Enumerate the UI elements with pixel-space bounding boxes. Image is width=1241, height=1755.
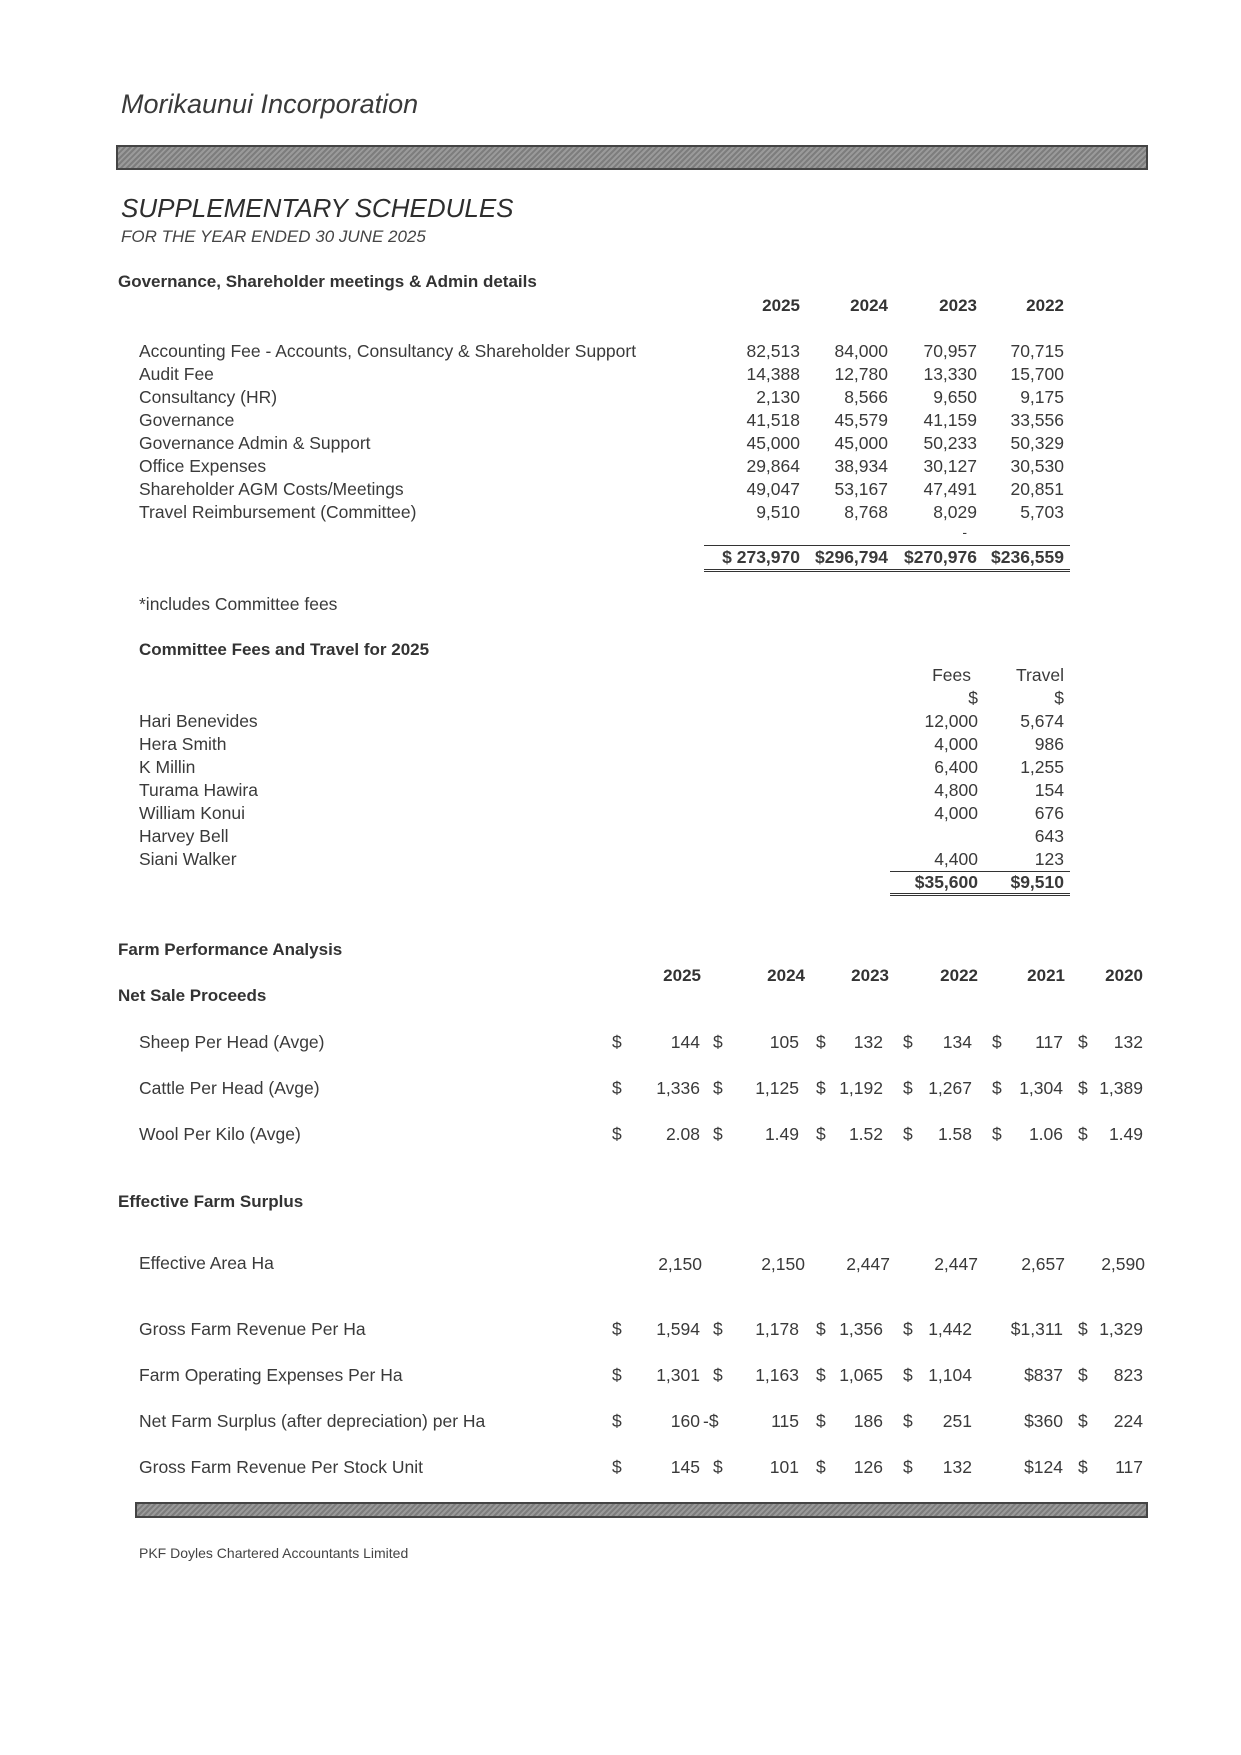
effective-area-value: 2,657 [1021, 1254, 1065, 1274]
gov-year-header: 2025 [762, 296, 800, 315]
surplus-row-currency: $ [713, 1319, 723, 1339]
farm-year-header: 2023 [851, 966, 889, 985]
surplus-row-value: 160 [670, 1411, 700, 1431]
gov-row-value: 30,127 [923, 456, 977, 476]
gov-row-label: Governance Admin & Support [139, 433, 371, 453]
surplus-row-currency: $ [1078, 1411, 1088, 1431]
net-sale-row-label: Sheep Per Head (Avge) [139, 1032, 325, 1052]
gov-row-value: 70,715 [1010, 341, 1064, 361]
net-sale-heading: Net Sale Proceeds [118, 986, 267, 1005]
net-sale-row-value: 1.52 [848, 1124, 883, 1144]
net-sale-row-currency: $ [1078, 1124, 1088, 1144]
committee-member-name: Turama Hawira [139, 780, 258, 800]
gov-row-value: 5,703 [1020, 502, 1064, 522]
surplus-row-value: 823 [1113, 1365, 1143, 1385]
gov-row-label: Accounting Fee - Accounts, Consultancy & Shareholder Support [139, 341, 637, 361]
page-subtitle: FOR THE YEAR ENDED 30 JUNE 2025 [121, 227, 426, 246]
gov-row-value: 8,768 [844, 502, 888, 522]
net-sale-row-value: 1,192 [839, 1078, 883, 1098]
gov-row-value: 12,780 [834, 364, 888, 384]
net-sale-row-currency: $ [992, 1032, 1002, 1052]
gov-row-label: Governance [139, 410, 235, 430]
committee-fees-value: 4,400 [934, 849, 978, 869]
surplus-row-currency: $ [713, 1457, 723, 1477]
gov-row-value: 70,957 [923, 341, 977, 361]
farm-heading: Farm Performance Analysis [118, 940, 343, 959]
surplus-row-value: $837 [1024, 1365, 1063, 1385]
net-sale-row-currency: $ [612, 1078, 622, 1098]
gov-total-value: $236,559 [991, 547, 1064, 567]
farm-year-header: 2025 [663, 966, 701, 985]
surplus-row-value: 1,104 [928, 1365, 972, 1385]
net-sale-row-value: 1,336 [656, 1078, 700, 1098]
gov-row-value: 29,864 [746, 456, 800, 476]
net-sale-row-value: 1,389 [1099, 1078, 1143, 1098]
farm-year-header: 2022 [940, 966, 978, 985]
surplus-row-currency: $ [1078, 1365, 1088, 1385]
gov-row-value: 82,513 [746, 341, 800, 361]
surplus-row-label: Gross Farm Revenue Per Stock Unit [139, 1457, 423, 1477]
company-name: Morikaunui Incorporation [121, 89, 419, 119]
net-sale-row-currency: $ [713, 1124, 723, 1144]
committee-member-name: Hari Benevides [139, 711, 258, 731]
surplus-row-value: 1,163 [755, 1365, 799, 1385]
net-sale-row-currency: $ [713, 1032, 723, 1052]
gov-row-value: 50,233 [923, 433, 977, 453]
gov-row-value: 9,650 [933, 387, 977, 407]
gov-total-double-rule [704, 569, 1070, 572]
surplus-row-value: $124 [1024, 1457, 1063, 1477]
gov-row-label: Shareholder AGM Costs/Meetings [139, 479, 404, 499]
committee-travel-value: 676 [1034, 803, 1064, 823]
surplus-row-value: $360 [1024, 1411, 1063, 1431]
surplus-row-label: Net Farm Surplus (after depreciation) per Ha [139, 1411, 486, 1431]
surplus-row-currency: $ [816, 1319, 826, 1339]
effective-area-value: 2,447 [934, 1254, 978, 1274]
committee-col-fees: Fees [932, 665, 971, 685]
surplus-row-value: 1,442 [928, 1319, 972, 1339]
governance-heading: Governance, Shareholder meetings & Admin details [118, 272, 537, 291]
surplus-row-currency: $ [1078, 1457, 1088, 1477]
top-divider-bar [116, 145, 1148, 170]
gov-dash: - [962, 524, 967, 540]
net-sale-row-value: 132 [1113, 1032, 1143, 1052]
surplus-row-currency: $ [612, 1365, 622, 1385]
surplus-row-currency: $ [612, 1319, 622, 1339]
net-sale-row-value: 1.49 [764, 1124, 799, 1144]
surplus-row-value: 101 [769, 1457, 799, 1477]
net-sale-row-currency: $ [992, 1078, 1002, 1098]
net-sale-row-currency: $ [1078, 1032, 1088, 1052]
gov-row-value: 50,329 [1010, 433, 1064, 453]
gov-row-value: 13,330 [923, 364, 977, 384]
surplus-row-currency: $ [816, 1365, 826, 1385]
committee-fees-value: 12,000 [924, 711, 978, 731]
gov-row-value: 8,566 [844, 387, 888, 407]
surplus-row-currency: $ [713, 1365, 723, 1385]
committee-member-name: K Millin [139, 757, 196, 777]
surplus-row-value: 1,356 [839, 1319, 883, 1339]
surplus-row-label: Gross Farm Revenue Per Ha [139, 1319, 366, 1339]
surplus-row-currency: $ [903, 1365, 913, 1385]
net-sale-row-currency: $ [816, 1078, 826, 1098]
net-sale-row-currency: $ [992, 1124, 1002, 1144]
gov-row-value: 20,851 [1010, 479, 1064, 499]
gov-year-header: 2024 [850, 296, 888, 315]
farm-year-header: 2024 [767, 966, 805, 985]
surplus-row-currency: $ [612, 1411, 622, 1431]
committee-member-name: Harvey Bell [139, 826, 229, 846]
gov-row-value: 9,510 [756, 502, 800, 522]
net-sale-row-currency: $ [816, 1124, 826, 1144]
surplus-row-value: 186 [853, 1411, 883, 1431]
gov-row-label: Office Expenses [139, 456, 267, 476]
surplus-row-currency: $ [1078, 1319, 1088, 1339]
gov-row-label: Consultancy (HR) [139, 387, 278, 407]
net-sale-row-label: Wool Per Kilo (Avge) [139, 1124, 301, 1144]
surplus-row-currency: $ [903, 1319, 913, 1339]
gov-row-value: 38,934 [834, 456, 888, 476]
net-sale-row-value: 1.58 [937, 1124, 972, 1144]
net-sale-row-currency: $ [903, 1032, 913, 1052]
surplus-row-value: 1,594 [656, 1319, 700, 1339]
net-sale-row-value: 1,267 [928, 1078, 972, 1098]
surplus-row-value: 1,301 [656, 1365, 700, 1385]
net-sale-row-value: 132 [853, 1032, 883, 1052]
net-sale-row-value: 1.49 [1108, 1124, 1143, 1144]
surplus-row-label: Farm Operating Expenses Per Ha [139, 1365, 403, 1385]
committee-fees-value: 4,800 [934, 780, 978, 800]
committee-travel-value: 986 [1034, 734, 1064, 754]
footer-text: PKF Doyles Chartered Accountants Limited [139, 1545, 409, 1561]
surplus-row-value: 1,178 [755, 1319, 799, 1339]
gov-row-value: 14,388 [746, 364, 800, 384]
gov-total-value: $ 273,970 [722, 547, 800, 567]
surplus-row-value: 224 [1113, 1411, 1143, 1431]
net-sale-row-value: 1,125 [755, 1078, 799, 1098]
gov-row-value: 15,700 [1010, 364, 1064, 384]
gov-row-value: 30,530 [1010, 456, 1064, 476]
surplus-row-value: 251 [942, 1411, 972, 1431]
committee-travel-value: 1,255 [1020, 757, 1064, 777]
surplus-heading: Effective Farm Surplus [118, 1192, 304, 1211]
net-sale-row-value: 144 [670, 1032, 700, 1052]
surplus-row-value: 1,065 [839, 1365, 883, 1385]
net-sale-row-value: 1.06 [1028, 1124, 1063, 1144]
page-title: SUPPLEMENTARY SCHEDULES [121, 193, 514, 223]
bottom-divider-bar [135, 1502, 1148, 1518]
net-sale-row-label: Cattle Per Head (Avge) [139, 1078, 320, 1098]
committee-travel-value: 5,674 [1020, 711, 1064, 731]
effective-area-value: 2,447 [846, 1254, 890, 1274]
gov-row-value: 47,491 [923, 479, 977, 499]
gov-row-value: 41,518 [746, 410, 800, 430]
net-sale-row-value: 1,304 [1019, 1078, 1063, 1098]
gov-row-value: 45,000 [834, 433, 888, 453]
committee-col-travel: Travel [1016, 665, 1064, 685]
effective-area-value: 2,150 [761, 1254, 805, 1274]
gov-row-label: Audit Fee [139, 364, 214, 384]
committee-fees-value: 6,400 [934, 757, 978, 777]
gov-total-value: $270,976 [904, 547, 977, 567]
committee-member-name: William Konui [139, 803, 245, 823]
net-sale-row-currency: $ [903, 1124, 913, 1144]
gov-row-value: 2,130 [756, 387, 800, 407]
committee-travel-value: 154 [1034, 780, 1064, 800]
effective-area-value: 2,590 [1101, 1254, 1145, 1274]
net-sale-row-currency: $ [1078, 1078, 1088, 1098]
committee-member-name: Siani Walker [139, 849, 237, 869]
surplus-row-value: 117 [1115, 1457, 1143, 1477]
surplus-row-currency: $ [816, 1457, 826, 1477]
committee-fees-value: 4,000 [934, 734, 978, 754]
surplus-row-currency: $ [903, 1411, 913, 1431]
net-sale-row-value: 134 [942, 1032, 972, 1052]
surplus-row-currency: $ [903, 1457, 913, 1477]
committee-member-name: Hera Smith [139, 734, 227, 754]
committee-fees-value: 4,000 [934, 803, 978, 823]
gov-row-value: 45,000 [746, 433, 800, 453]
committee-travel-value: 123 [1034, 849, 1064, 869]
surplus-row-currency: -$ [703, 1411, 719, 1431]
gov-row-value: 45,579 [834, 410, 888, 430]
effective-area-value: 2,150 [658, 1254, 702, 1274]
committee-total-travel: $9,510 [1010, 872, 1064, 892]
surplus-row-value: 132 [942, 1457, 972, 1477]
surplus-row-currency: $ [612, 1457, 622, 1477]
gov-row-value: 8,029 [933, 502, 977, 522]
surplus-row-currency: $ [816, 1411, 826, 1431]
gov-row-value: 33,556 [1010, 410, 1064, 430]
surplus-row-value: 145 [670, 1457, 700, 1477]
committee-total-fees: $35,600 [914, 872, 978, 892]
farm-year-header: 2020 [1105, 966, 1143, 985]
effective-area-label: Effective Area Ha [139, 1253, 274, 1273]
gov-row-value: 49,047 [746, 479, 800, 499]
net-sale-row-value: 117 [1035, 1032, 1063, 1052]
gov-total-top-rule [704, 545, 1070, 546]
surplus-row-value: 115 [771, 1411, 799, 1431]
governance-note: *includes Committee fees [139, 594, 338, 614]
gov-row-label: Travel Reimbursement (Committee) [139, 502, 417, 522]
farm-year-header: 2021 [1027, 966, 1065, 985]
committee-total-double-rule [890, 893, 1070, 896]
net-sale-row-currency: $ [816, 1032, 826, 1052]
net-sale-row-currency: $ [903, 1078, 913, 1098]
committee-heading: Committee Fees and Travel for 2025 [139, 640, 430, 659]
gov-year-header: 2022 [1026, 296, 1064, 315]
committee-currency-fees: $ [968, 688, 978, 708]
net-sale-row-currency: $ [713, 1078, 723, 1098]
net-sale-row-value: 105 [769, 1032, 799, 1052]
net-sale-row-value: 2.08 [665, 1124, 700, 1144]
gov-total-value: $296,794 [815, 547, 888, 567]
committee-travel-value: 643 [1034, 826, 1064, 846]
gov-row-value: 9,175 [1020, 387, 1064, 407]
net-sale-row-currency: $ [612, 1124, 622, 1144]
gov-row-value: 41,159 [923, 410, 977, 430]
committee-currency-travel: $ [1054, 688, 1064, 708]
net-sale-row-currency: $ [612, 1032, 622, 1052]
gov-row-value: 53,167 [834, 479, 888, 499]
surplus-row-value: 1,329 [1099, 1319, 1143, 1339]
gov-year-header: 2023 [939, 296, 977, 315]
surplus-row-value: $1,311 [1010, 1319, 1063, 1339]
surplus-row-value: 126 [853, 1457, 883, 1477]
gov-row-value: 84,000 [834, 341, 888, 361]
